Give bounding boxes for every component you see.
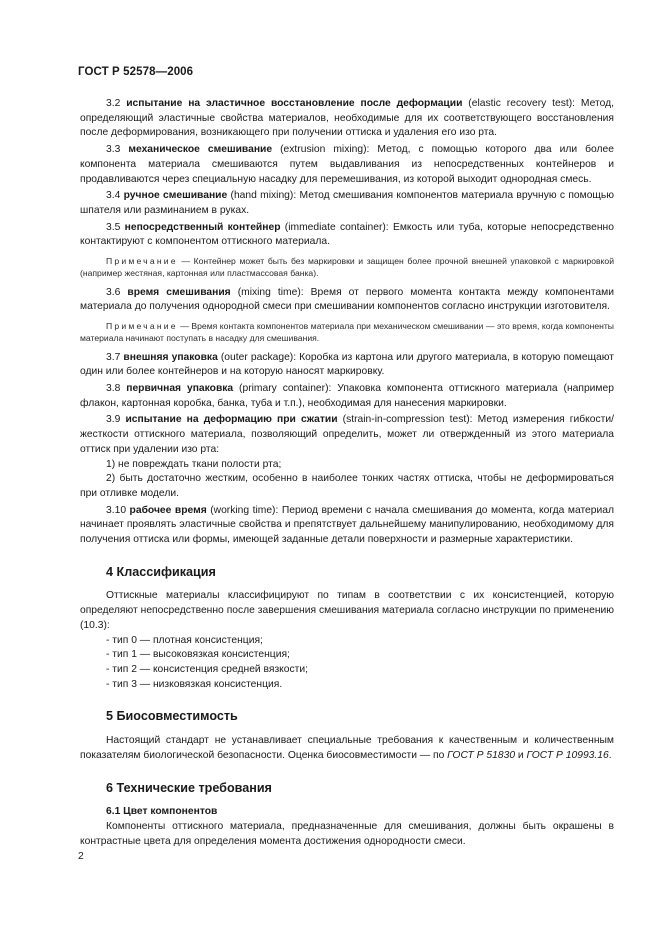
section-6-heading: 6 Технические требования <box>106 780 272 795</box>
section-4-intro: Оттискные материалы классифицируют по типам в соответствии с их консистенцией, которую определяют непосредственно после завершения смешивания материала согласно инструкции по применению (10.3): <box>80 590 614 631</box>
term-3-7: 3.7 внешняя упаковка (outer package): Коробка из картона или другого материала, в которую помещают один или более контейнеров и на которую наносят маркировку. <box>80 351 614 378</box>
term-3-9-item-2: 2) быть достаточно жестким, особенно в наиболее тонких частях оттиска, чтобы не деформироваться при отливке модели. <box>80 473 614 499</box>
standard-reference: ГОСТ Р 51830 <box>447 749 516 761</box>
term-3-2: 3.2 испытание на эластичное восстановление после деформации (elastic recovery test): Метод, определяющий эластичные свойства материалов, необходимые для их соответствующего восстановления после деформирования, возникающего при получении оттиска и удаления его изо рта. <box>80 98 614 139</box>
term-3-8: 3.8 первичная упаковка (primary container): Упаковка компонента оттискного материала (например флакон, картонная коробка, банка, туба и т.п.), необходимая для нанесения маркировки. <box>80 383 614 409</box>
term-name: испытание на эластичное восстановление после деформации <box>126 98 463 109</box>
standard-reference: ГОСТ Р 10993.16 <box>526 749 609 761</box>
term-name: механическое смешивание <box>128 144 273 156</box>
note-label: Примечание <box>106 321 178 332</box>
term-3-3: 3.3 механическое смешивание (extrusion mixing): Метод, с помощью которого два или более компонента материала смешиваются путем выдавливания из непосредственных контейнеров и продавливаются через специальную насадку для перемешивания, из которой выходит однородная смесь. <box>80 144 614 185</box>
term-3-5: 3.5 непосредственный контейнер (immediate container): Емкость или туба, которые непосредственно контактируют с компонентом оттискного материала. <box>80 221 614 248</box>
term-name: время смешивания <box>127 286 231 298</box>
section-5-heading: 5 Биосовместимость <box>106 709 238 724</box>
note-label: Примечание <box>106 256 178 267</box>
term-name: рабочее время <box>129 504 207 516</box>
term-3-4: 3.4 ручное смешивание (hand mixing): Метод смешивания компонентов материала вручную с помощью шпателя или разминанием в руках. <box>80 190 614 216</box>
term-name: первичная упаковка <box>126 383 234 395</box>
term-3-9: 3.9 испытание на деформацию при сжатии (strain-in-compression test): Метод измерения гибкости/жесткости оттискного материала, позволяющий определить, может ли отвержденный из этого материала оттиск при удалении изо рта: <box>80 414 614 455</box>
section-4-heading: 4 Классификация <box>106 564 216 579</box>
note-container: Примечание — Контейнер может быть без маркировки и защищен более прочной внешней упаковкой с маркировкой (например жестяная, картонная или пластмассовая банка). <box>80 256 614 279</box>
note-mixing-time: Примечание — Время контакта компонентов материала при механическом смешивании — это время, когда компоненты материала начинают поступать в насадку для смешивания. <box>80 321 614 344</box>
standard-header: ГОСТ Р 52578—2006 <box>78 66 194 78</box>
type-list-item: - тип 0 — плотная консистенция; <box>106 634 263 646</box>
term-name: испытание на деформацию при сжатии <box>125 414 338 426</box>
term-name: внешняя упаковка <box>123 351 218 363</box>
term-name: непосредственный контейнер <box>124 221 281 233</box>
term-3-9-item-1: 1) не повреждать ткани полости рта; <box>106 458 282 470</box>
term-3-10: 3.10 рабочее время (working time): Период времени с начала смешивания до момента, когда материал начинает проявлять эластичные свойства и препятствует дальнейшему манипулированию, необходимому для получения оттиска или формы, имеющей заданные детали поверхности и размерные характеристики. <box>80 504 614 546</box>
term-name: ручное смешивание <box>123 190 228 202</box>
type-list-item: - тип 3 — низковязкая консистенция. <box>106 678 283 690</box>
document-body <box>80 97 614 849</box>
type-list-item: - тип 1 — высоковязкая консистенция; <box>106 649 290 661</box>
section-5-text: Настоящий стандарт не устанавливает специальные требования к качественным и количественным показателям биологической безопасности. Оценка биосовместимости — по ГОСТ Р 51830 и ГОСТ Р 10993.16. <box>80 735 614 761</box>
term-3-6: 3.6 время смешивания (mixing time): Время от первого момента контакта между компонентами материала до получения однородной смеси при смешивании компонентов согласно инструкции изготовителя. <box>80 286 614 313</box>
subsection-6-1-heading: 6.1 Цвет компонентов <box>106 806 218 818</box>
subsection-6-1-text: Компоненты оттискного материала, предназначенные для смешивания, должны быть окрашены в контрастные цвета для определения момента достижения однородности смеси. <box>80 820 614 847</box>
type-list-item: - тип 2 — консистенция средней вязкости; <box>106 663 309 675</box>
page-number: 2 <box>78 851 84 862</box>
